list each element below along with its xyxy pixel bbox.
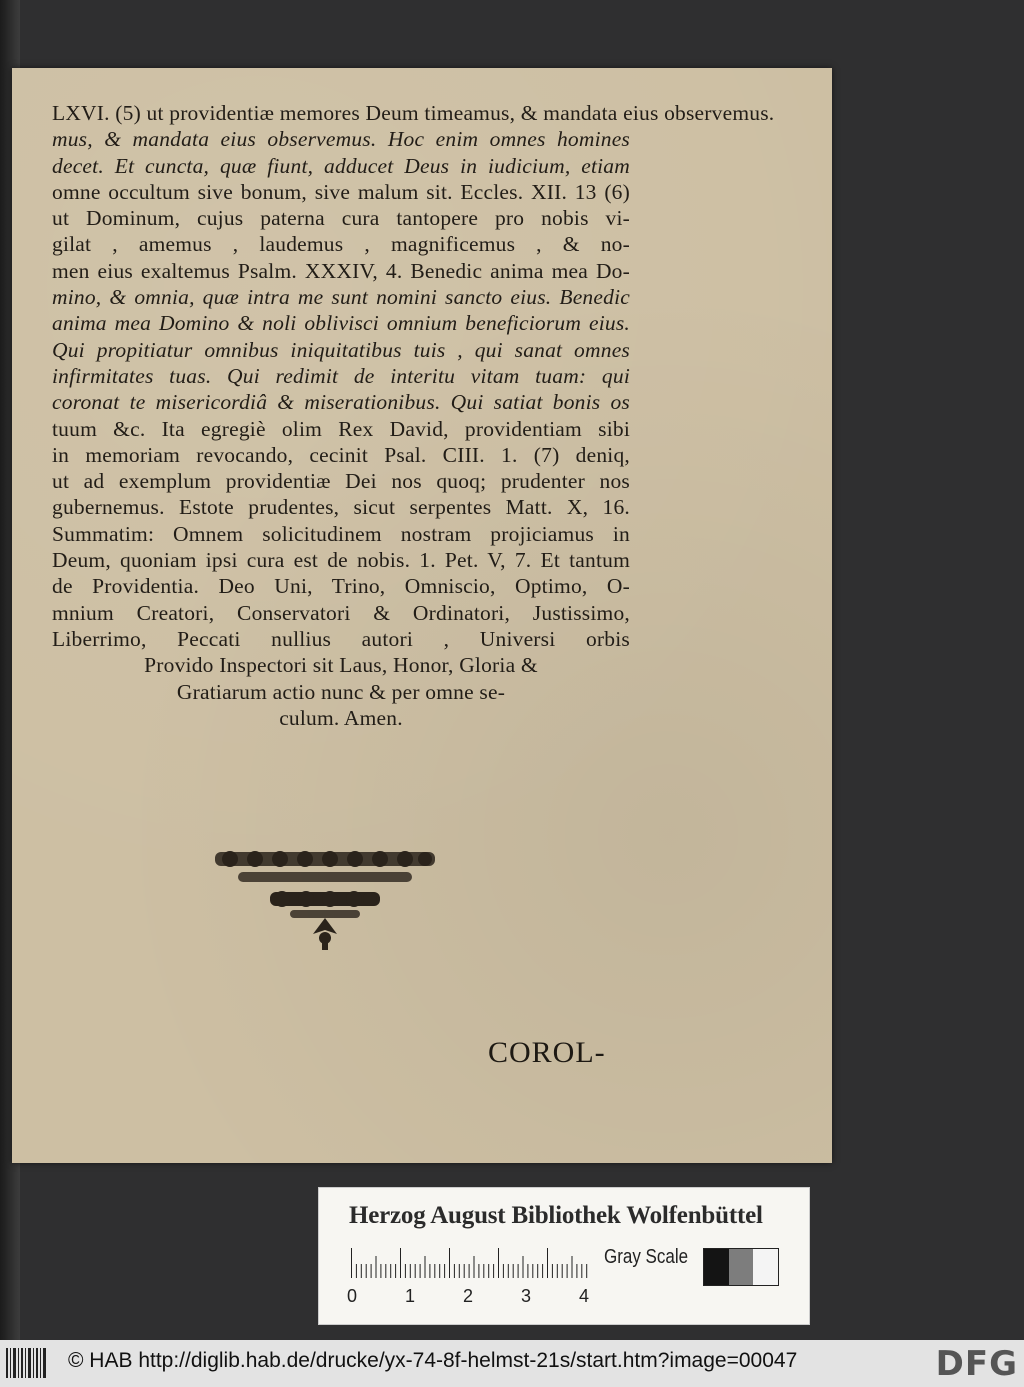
text-line: Qui propitiatur omnibus iniquitatibus tuis , qui sanat omnes [52,337,630,362]
ruler-tick [576,1264,577,1278]
ruler-tick [434,1264,435,1278]
ruler-tick [557,1264,558,1278]
gray-patch [704,1249,729,1285]
text-line: mnium Creatori, Conservatori & Ordinatori, Justissimo, [52,600,630,625]
text-line: gubernemus. Estote prudentes, sicut serpentes Matt. X, 16. [52,495,630,520]
text-line: ut ad exemplum providentiæ Dei nos quoq; prudenter nos [52,469,630,494]
ruler-tick [547,1248,548,1278]
page-text [52,100,775,731]
ruler-tick [376,1256,377,1278]
ruler-tick [483,1264,484,1278]
ruler-tick [385,1264,386,1278]
ruler-tick [562,1264,563,1278]
ruler-tick [429,1264,430,1278]
ruler-tick [498,1248,499,1278]
copyright-link[interactable]: © HAB http://diglib.hab.de/drucke/yx-74-8f-helmst-21s/start.htm?image=00047 [68,1349,798,1372]
footer-bar [0,1340,1024,1387]
ruler-tick [552,1264,553,1278]
ruler-tick [410,1264,411,1278]
dfg-logo: DFG [935,1344,1018,1384]
library-name: Herzog August Bibliothek Wolfenbüttel [349,1202,763,1229]
ruler-tick [454,1264,455,1278]
ruler-tick [425,1256,426,1278]
text-line: omne occultum sive bonum, sive malum sit. Eccles. XII. 13 (6) [52,179,630,204]
ruler-tick [523,1256,524,1278]
ruler-tick [488,1264,489,1278]
ruler-tick [351,1248,352,1278]
ruler-tick [439,1264,440,1278]
ruler-tick [395,1264,396,1278]
ruler-tick [390,1264,391,1278]
ruler-tick [415,1264,416,1278]
text-line: LXVI. (5) ut providentiæ memores Deum timeamus, & mandata eius observemus. [52,101,775,125]
text-line: de Providentia. Deo Uni, Trino, Omniscio, Optimo, O- [52,574,630,599]
ruler-number: 4 [579,1286,590,1306]
ruler-numbers [339,1286,599,1308]
gray-patch [729,1249,754,1285]
ruler-tick [380,1264,381,1278]
text-line: tuum &c. Ita egregiè olim Rex David, providentiam sibi [52,416,630,441]
ruler-tick [493,1264,494,1278]
text-line: Deum, quoniam ipsi cura est de nobis. 1. Pet. V, 7. Et tantum [52,548,630,573]
text-line: anima mea Domino & noli oblivisci omnium beneficiorum eius. [52,311,630,336]
ruler-tick [400,1248,401,1278]
ruler-tick [518,1264,519,1278]
text-line: ut Dominum, cujus paterna cura tantopere pro nobis vi- [52,206,630,231]
library-color-card [318,1187,810,1325]
ruler-tick [405,1264,406,1278]
ruler-tick [542,1264,543,1278]
measurement-ruler [349,1244,589,1278]
ruler-tick [361,1264,362,1278]
ruler-number: 0 [347,1286,358,1306]
catchword: COROL- [488,1036,606,1069]
text-line: decet. Et cuncta, quæ fiunt, adducet Deus in iudicium, etiam [52,153,630,178]
ruler-tick [464,1264,465,1278]
text-line: Liberrimo, Peccati nullius autori , Universi orbis [52,626,630,651]
ruler-tick [356,1264,357,1278]
ruler-tick [503,1264,504,1278]
ruler-tick [537,1264,538,1278]
ruler-tick [459,1264,460,1278]
ruler-tick [444,1264,445,1278]
printer-ornament [210,842,440,952]
text-line: gilat , amemus , laudemus , magnificemus , & no- [52,232,630,257]
ruler-tick [527,1264,528,1278]
ruler-tick [567,1264,568,1278]
ruler-tick [581,1264,582,1278]
ruler-tick [532,1264,533,1278]
barcode-icon [6,1348,46,1378]
gray-scale-chart [703,1248,779,1286]
text-line: infirmitates tuas. Qui redimit de interitu vitam tuam: qui [52,363,630,388]
ruler-tick [478,1264,479,1278]
text-line: mus, & mandata eius observemus. Hoc enim omnes homines [52,127,630,152]
ruler-tick [513,1264,514,1278]
ruler-tick [366,1264,367,1278]
gray-scale-label: Gray Scale [604,1246,689,1268]
text-line: Provido Inspectori sit Laus, Honor, Gloria & [144,653,538,678]
gray-patch [753,1249,778,1285]
ruler-tick [449,1248,450,1278]
ruler-tick [469,1264,470,1278]
ruler-tick [572,1256,573,1278]
ruler-tick [508,1264,509,1278]
ruler-tick [474,1256,475,1278]
ruler-number: 1 [405,1286,416,1306]
ruler-tick [586,1264,587,1278]
text-line: culum. Amen. [279,705,403,730]
ruler-tick [371,1264,372,1278]
ruler-number: 3 [521,1286,532,1306]
ruler-number: 2 [463,1286,474,1306]
ruler-tick [420,1264,421,1278]
text-line: in memoriam revocando, cecinit Psal. CIII. 1. (7) deniq, [52,442,630,467]
text-line: Summatim: Omnem solicitudinem nostram projiciamus in [52,521,630,546]
text-line: mino, & omnia, quæ intra me sunt nomini sancto eius. Benedic [52,285,630,310]
text-line: Gratiarum actio nunc & per omne se- [176,679,506,704]
text-line: coronat te misericordiâ & miserationibus. Qui satiat bonis os [52,390,630,415]
text-line: men eius exaltemus Psalm. XXXIV, 4. Benedic anima mea Do- [52,258,630,283]
